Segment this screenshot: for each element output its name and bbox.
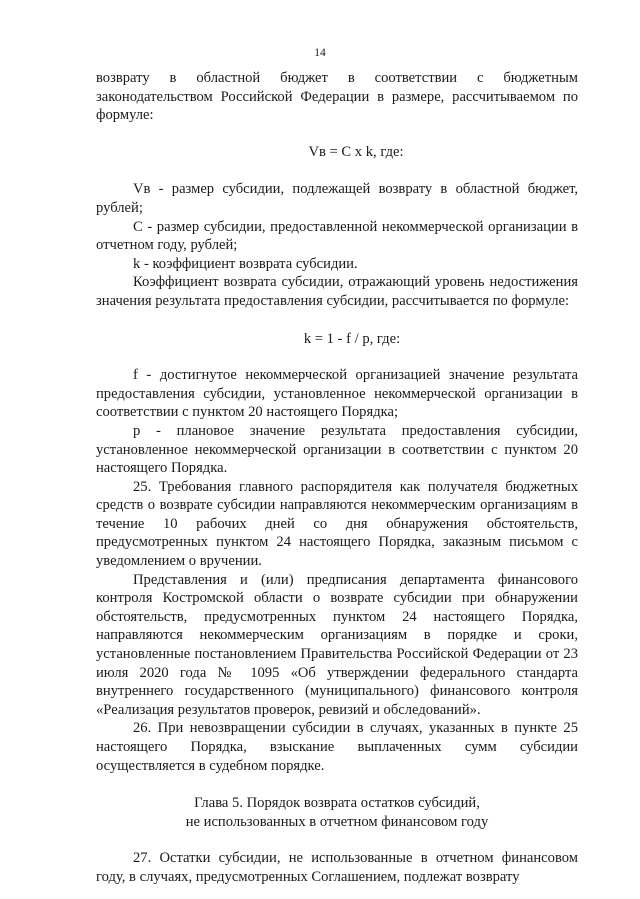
chapter-heading [96,794,578,831]
chapter-heading-line-1: Глава 5. Порядок возврата остатков субсидий, [194,795,480,812]
paragraph-financial-control: Представления и (или) предписания департамента финансового контроля Костромской области о возврате субсидии при обнаружении обстоятельств, предусмотренных пунктом 24 настоящего Порядка, направляются некоммерческим организациям в порядке и сроки, установленные постановлением Правительства Российской Федерации от 23 июля 2020 года № 1095 «Об утверждении федерального стандарта внутреннего государственного (муниципального) финансового контроля «Реализация результатов проверок, ревизий и обследований». [96,571,578,718]
paragraph-continuation: возврату в областной бюджет в соответствии с бюджетным законодательством Российской Федерации в размере, рассчитываемом по формуле: [96,70,578,124]
paragraph-coefficient-intro: Коэффициент возврата субсидии, отражающий уровень недостижения значения результата предоставления субсидии, рассчитывается по формуле: [96,274,578,309]
formula-coefficient: k = 1 - f / p, где: [303,330,401,347]
definition-f: f - достигнутое некоммерческой организацией значение результата предоставления субсидии, установленное некоммерческой организации в соответствии с пунктом 20 настоящего Порядка; [96,367,578,421]
formula-refund-amount: Vв = C x k, где: [308,143,404,160]
paragraph-26: 26. При невозвращении субсидии в случаях, указанных в пункте 25 настоящего Порядка, взыскание выплаченных сумм субсидии осуществляется в судебном порядке. [96,720,578,774]
definition-p: p - плановое значение результата предоставления субсидии, установленное некоммерческой организации в соответствии с пунктом 20 настоящего Порядка. [96,422,578,477]
chapter-heading-line-2: не использованных в отчетном финансовом году [185,813,489,830]
paragraph-25: 25. Требования главного распорядителя как получателя бюджетных средств о возврате субсидии направляются некоммерческим организациям в течение 10 рабочих дней со дня обнаружения обстоятельств, предусмотренных пунктом 24 настоящего Порядка, заказным письмом с уведомлением о вручении. [96,478,578,570]
paragraph-27: 27. Остатки субсидии, не использованные в отчетном финансовом году, в случаях, предусмотренных Соглашением, подлежат возврату [96,850,578,885]
definition-c: C - размер субсидии, предоставленной некоммерческой организации в отчетном году, рублей; [96,218,578,254]
definition-vv: Vв - размер субсидии, подлежащей возврату в областной бюджет, рублей; [96,181,578,216]
document-body [96,69,578,887]
page-number: 14 [314,47,326,59]
definition-k: k - коэффициент возврата субсидии. [133,255,358,272]
